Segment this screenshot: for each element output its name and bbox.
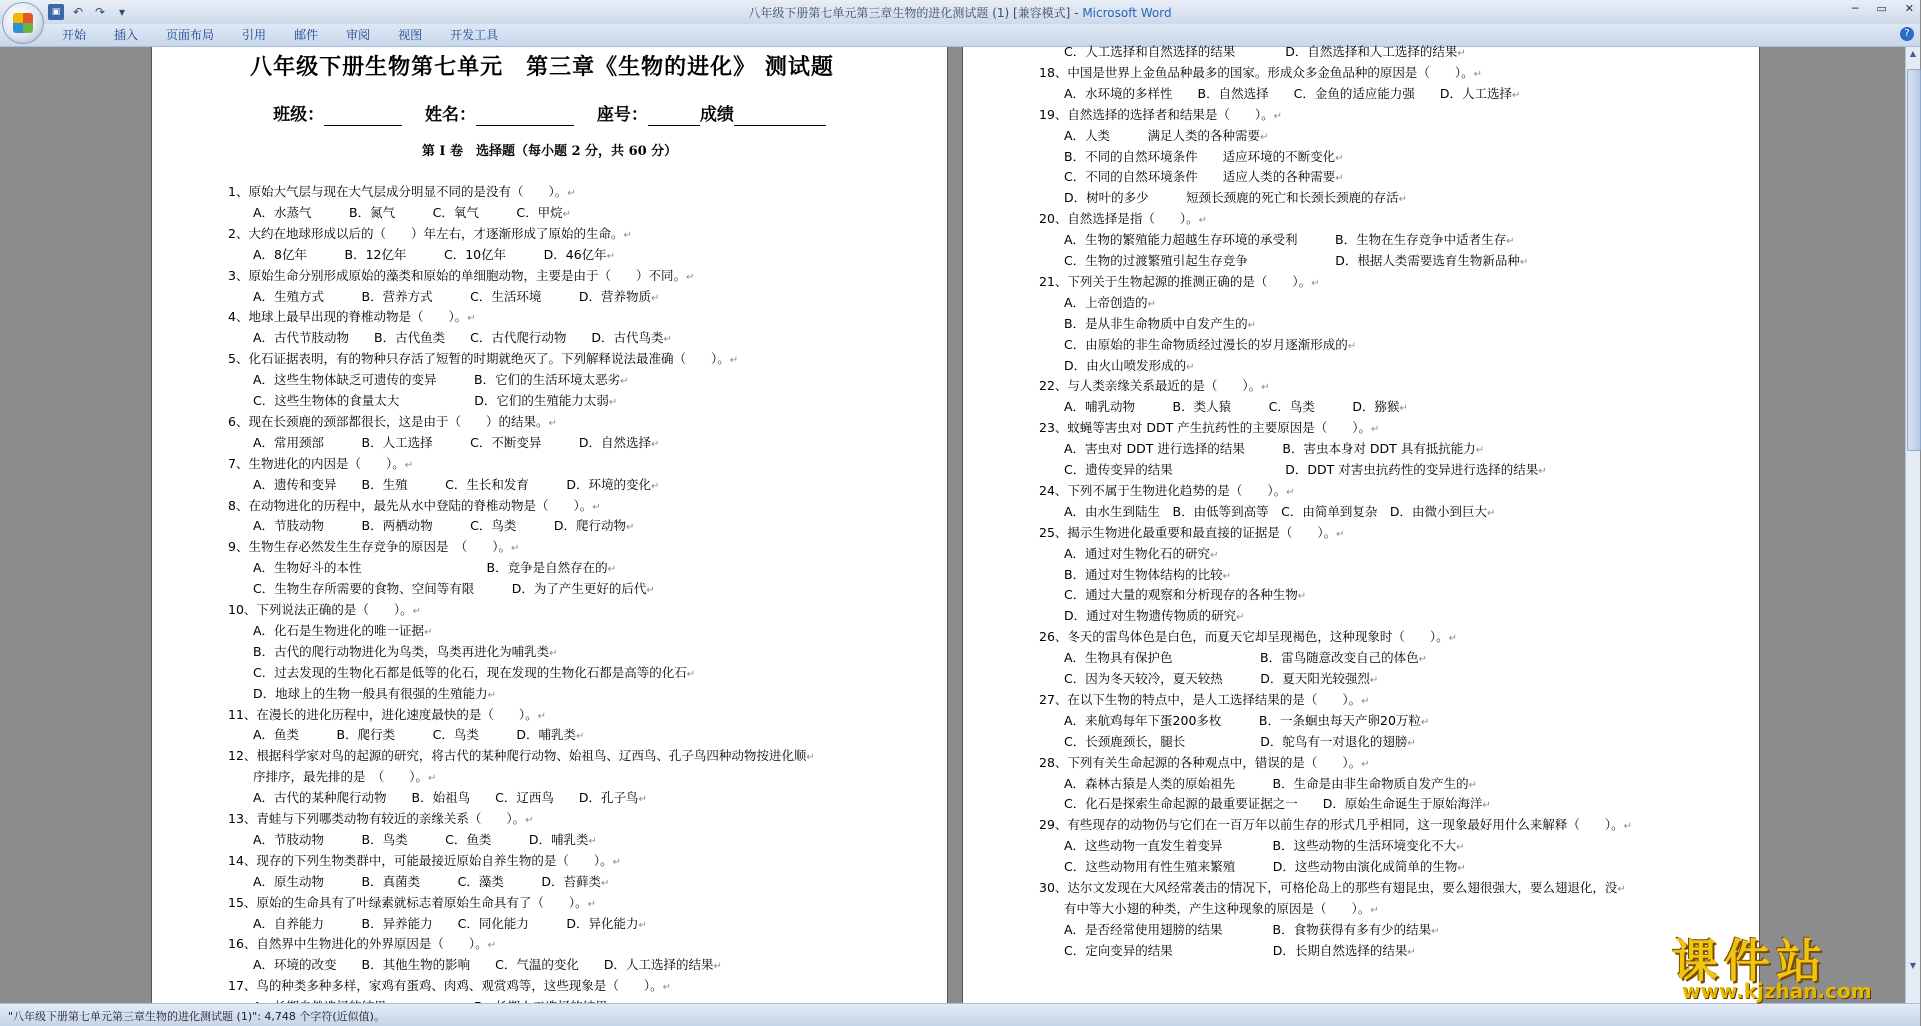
line-text: A．来航鸡每年下蛋200多枚 B．一条蛔虫每天产卵20万粒 bbox=[1064, 712, 1421, 728]
paragraph-mark-icon: ↵ bbox=[592, 501, 601, 513]
line-text: A．生物的繁殖能力超越生存环境的承受利 B．生物在生存竞争中适者生存 bbox=[1064, 232, 1507, 248]
paragraph-mark-icon: ↵ bbox=[510, 543, 520, 555]
line-text: A．8亿年 B．12亿年 C．10亿年 D．46亿年 bbox=[253, 246, 607, 262]
line-text: A．古代的某种爬行动物 B．始祖鸟 C．辽西鸟 D．孔子鸟 bbox=[253, 790, 639, 806]
scroll-down-icon[interactable]: ▼ bbox=[1909, 961, 1917, 970]
option-line bbox=[253, 558, 616, 581]
option-line bbox=[253, 914, 647, 937]
minimize-button[interactable]: ─ bbox=[1851, 2, 1859, 15]
question-line bbox=[1039, 209, 1207, 232]
chevron-down-icon[interactable]: ▾ bbox=[118, 5, 126, 19]
paragraph-mark-icon: ↵ bbox=[620, 376, 629, 388]
paragraph-mark-icon: ↵ bbox=[607, 564, 617, 576]
paragraph-mark-icon: ↵ bbox=[1261, 382, 1270, 394]
document-page-left[interactable] bbox=[152, 47, 947, 1003]
option-line bbox=[1064, 732, 1416, 755]
option-line bbox=[1064, 794, 1491, 817]
paragraph-mark-icon: ↵ bbox=[623, 229, 632, 241]
name-blank[interactable] bbox=[476, 109, 574, 126]
page-title: 八年级下册生物第七单元 第三章《生物的进化》 测试题 bbox=[250, 54, 834, 80]
option-line bbox=[253, 830, 597, 853]
option-line bbox=[1064, 84, 1520, 107]
paragraph-mark-icon: ↵ bbox=[1431, 925, 1440, 937]
class-label: 班级： bbox=[273, 105, 325, 125]
line-text: A．上帝创造的 bbox=[1064, 294, 1148, 310]
question-line bbox=[228, 349, 738, 372]
paragraph-mark-icon: ↵ bbox=[1623, 821, 1633, 833]
paragraph-mark-icon: ↵ bbox=[1335, 152, 1344, 164]
question-line bbox=[228, 266, 694, 289]
line-text: 24、下列不属于生物进化趋势的是（ ）。 bbox=[1039, 482, 1287, 498]
paragraph-mark-icon: ↵ bbox=[1236, 612, 1245, 624]
line-text: 15、原始的生命具有了叶绿素就标志着原始生命具有了（ ）。 bbox=[228, 894, 588, 910]
option-line bbox=[1064, 314, 1256, 337]
office-logo-icon bbox=[13, 13, 33, 33]
paragraph-mark-icon: ↵ bbox=[487, 940, 497, 952]
question-line bbox=[1039, 753, 1370, 776]
line-text: 22、与人类亲缘关系最近的是（ ）。 bbox=[1039, 378, 1262, 394]
paragraph-mark-icon: ↵ bbox=[685, 271, 695, 283]
option-line bbox=[1064, 167, 1344, 190]
paragraph-mark-icon: ↵ bbox=[1361, 758, 1370, 770]
seat-blank[interactable] bbox=[648, 109, 700, 126]
paragraph-mark-icon: ↵ bbox=[424, 626, 433, 638]
tab-page-layout[interactable]: 页面布局 bbox=[166, 28, 215, 42]
line-text: 20、自然选择是指（ ）。 bbox=[1039, 211, 1199, 227]
watermark-logo bbox=[1664, 925, 1914, 1005]
line-text: A．是否经常使用翅膀的结果 B．食物获得有多有少的结果 bbox=[1064, 921, 1432, 937]
paragraph-mark-icon: ↵ bbox=[1260, 131, 1269, 143]
paragraph-mark-icon: ↵ bbox=[600, 877, 610, 889]
option-line bbox=[1064, 230, 1515, 253]
line-text: B．不同的自然环境条件 适应环境的不断变化 bbox=[1064, 148, 1336, 164]
line-text: A．由水生到陆生 B．由低等到高等 C．由简单到复杂 D．由微小到巨大 bbox=[1064, 503, 1487, 519]
line-text: A．人类 满足人类的各种需要 bbox=[1064, 127, 1261, 143]
ribbon-tabs bbox=[48, 28, 512, 44]
option-line bbox=[1064, 565, 1231, 588]
window-controls bbox=[1852, 2, 1914, 15]
paragraph-mark-icon: ↵ bbox=[608, 397, 618, 408]
paragraph-mark-icon: ↵ bbox=[575, 731, 585, 743]
option-line bbox=[253, 767, 436, 790]
line-text: 17、鸟的种类多种多样，家鸡有蛋鸡、肉鸡、观赏鸡等，这些现象是（ ）。 bbox=[228, 978, 663, 994]
paragraph-mark-icon: ↵ bbox=[1511, 89, 1521, 101]
line-text: A．节肢动物 B．鸟类 C．鱼类 D．哺乳类 bbox=[253, 831, 589, 847]
scroll-thumb[interactable] bbox=[1907, 69, 1921, 451]
option-line bbox=[1064, 439, 1484, 462]
line-text: B．通过对生物体结构的比较 bbox=[1064, 566, 1223, 582]
line-text: A．化石是生物进化的唯一证据 bbox=[253, 622, 425, 638]
window-title bbox=[0, 4, 1920, 21]
line-text: D．树叶的多少 短颈长颈鹿的死亡和长颈长颈鹿的存活 bbox=[1064, 190, 1399, 206]
question-line bbox=[228, 976, 671, 999]
option-line bbox=[253, 475, 659, 498]
paragraph-mark-icon: ↵ bbox=[1369, 675, 1379, 686]
question-line bbox=[228, 537, 519, 560]
paragraph-mark-icon: ↵ bbox=[713, 961, 722, 973]
line-text: 6、现在长颈鹿的颈部都很长，这是由于（ ）的结果。 bbox=[228, 413, 549, 429]
help-icon[interactable]: ? bbox=[1900, 27, 1914, 41]
option-line bbox=[1064, 188, 1407, 211]
line-text: 13、青蛙与下列哪类动物有较近的亲缘关系（ ）。 bbox=[228, 811, 526, 826]
line-text: A．遗传和变异 B．生殖 C．生长和发育 D．环境的变化 bbox=[253, 476, 651, 492]
line-text: 3、原始生命分别形成原始的藻类和原始的单细胞动物，主要是由于（ ）不同。 bbox=[228, 267, 686, 283]
name-label: 姓名： bbox=[425, 105, 476, 125]
paragraph-mark-icon: ↵ bbox=[606, 250, 616, 262]
document-page-right[interactable] bbox=[963, 44, 1759, 1003]
question-line bbox=[228, 893, 596, 916]
paragraph-mark-icon: ↵ bbox=[487, 689, 497, 701]
paragraph-mark-icon: ↵ bbox=[1418, 654, 1428, 666]
paragraph-mark-icon: ↵ bbox=[412, 606, 422, 617]
line-text: A．生物好斗的本性 B．竞争是自然存在的 bbox=[253, 560, 608, 576]
line-text: B．是从非生命物质中自发产生的 bbox=[1064, 315, 1248, 331]
paragraph-mark-icon: ↵ bbox=[1617, 884, 1626, 895]
line-text: 12、根据科学家对鸟的起源的研究，将古代的某种爬行动物、始祖鸟、辽西鸟、孔子鸟四种动物按进化顺 bbox=[228, 748, 807, 764]
option-line bbox=[1064, 251, 1528, 274]
question-line bbox=[228, 600, 421, 623]
line-text: B．古代的爬行动物进化为鸟类，鸟类再进化为哺乳类 bbox=[253, 643, 550, 659]
document-name: 八年级下册第七单元第三章生物的进化测试题 (1) [兼容模式] - bbox=[748, 6, 1083, 20]
paragraph-mark-icon: ↵ bbox=[1222, 570, 1231, 582]
paragraph-mark-icon: ↵ bbox=[1457, 863, 1466, 875]
paragraph-mark-icon: ↵ bbox=[1407, 737, 1416, 749]
paragraph-mark-icon: ↵ bbox=[1361, 695, 1370, 707]
line-text: C．定向变异的结果 D．长期自然选择的结果 bbox=[1064, 942, 1408, 958]
question-line bbox=[228, 182, 576, 205]
option-line bbox=[1064, 126, 1268, 149]
line-text: 29、有些现存的动物仍与它们在一百万年以前生存的形式几乎相同，这一现象最好用什么来解释（ ）。 bbox=[1039, 817, 1624, 833]
line-text: 4、地球上最早出现的脊椎动物是（ ）。 bbox=[228, 309, 468, 325]
line-text: 2、大约在地球形成以后的（ ）年左右，才逐渐形成了原始的生命。 bbox=[228, 225, 624, 241]
paragraph-mark-icon: ↵ bbox=[537, 710, 547, 722]
question-line bbox=[228, 454, 413, 477]
line-text: C．遗传变异的结果 D．DDT 对害虫抗药性的变异进行选择的结果 bbox=[1064, 462, 1539, 477]
paragraph-mark-icon: ↵ bbox=[1482, 800, 1491, 812]
question-line bbox=[1039, 63, 1482, 86]
seat-label: 座号： bbox=[596, 105, 648, 125]
option-line bbox=[253, 872, 609, 895]
paragraph-mark-icon: ↵ bbox=[650, 292, 660, 304]
paragraph-mark-icon: ↵ bbox=[638, 794, 647, 806]
line-text: 27、在以下生物的特点中，是人工选择结果的是（ ）。 bbox=[1039, 691, 1362, 707]
option-line bbox=[253, 642, 557, 665]
tab-review[interactable]: 审阅 bbox=[346, 28, 371, 42]
paragraph-mark-icon: ↵ bbox=[428, 773, 437, 785]
paragraph-mark-icon: ↵ bbox=[686, 668, 696, 680]
question-line bbox=[1039, 272, 1320, 295]
app-name: Microsoft Word bbox=[1082, 6, 1172, 20]
tab-view[interactable]: 视图 bbox=[398, 28, 423, 42]
line-text: A．通过对生物化石的研究 bbox=[1064, 545, 1211, 561]
watermark-url: www.kjzhan.com bbox=[1682, 979, 1872, 1003]
paragraph-mark-icon: ↵ bbox=[650, 480, 660, 492]
paragraph-mark-icon: ↵ bbox=[1198, 215, 1208, 227]
section-heading: 第 I 卷 选择题（每小题 2 分，共 60 分） bbox=[421, 144, 678, 159]
line-text: C．由原始的非生命物质经过漫长的岁月逐渐形成的 bbox=[1064, 336, 1348, 352]
option-line bbox=[1064, 606, 1245, 629]
option-line bbox=[253, 663, 695, 686]
line-text: 21、下列关于生物起源的推测正确的是（ ）。 bbox=[1039, 273, 1312, 289]
option-line bbox=[253, 725, 584, 748]
line-text: A．自养能力 B．异养能力 C．同化能力 D．异化能力 bbox=[253, 915, 639, 931]
line-text: A．害虫对 DDT 进行选择的结果 B．害虫本身对 DDT 具有抵抗能力 bbox=[1064, 441, 1476, 457]
save-icon[interactable]: ▣ bbox=[48, 4, 64, 20]
option-line bbox=[1064, 941, 1416, 964]
line-text: 16、自然界中生物进化的外界原因是（ ）。 bbox=[228, 936, 488, 952]
paragraph-mark-icon: ↵ bbox=[1273, 110, 1283, 122]
line-text: 7、生物进化的内因是（ ）。 bbox=[228, 455, 405, 471]
paragraph-mark-icon: ↵ bbox=[1519, 257, 1529, 268]
paragraph-mark-icon: ↵ bbox=[1371, 424, 1380, 436]
paragraph-mark-icon: ↵ bbox=[1370, 904, 1379, 916]
paragraph-mark-icon: ↵ bbox=[1473, 68, 1483, 80]
paragraph-mark-icon: ↵ bbox=[1468, 779, 1478, 791]
tab-home[interactable]: 开始 bbox=[62, 28, 87, 42]
paragraph-mark-icon: ↵ bbox=[587, 898, 597, 910]
title-bar bbox=[0, 0, 1920, 25]
question-line bbox=[228, 705, 546, 728]
paragraph-mark-icon: ↵ bbox=[1407, 946, 1416, 958]
paragraph-mark-icon: ↵ bbox=[729, 355, 739, 367]
document-workspace bbox=[0, 44, 1906, 1003]
paragraph-mark-icon: ↵ bbox=[1336, 528, 1345, 540]
question-line bbox=[1039, 418, 1379, 441]
paragraph-mark-icon: ↵ bbox=[1186, 361, 1195, 373]
line-text: C．长颈鹿颈长，腿长 D．鸵鸟有一对退化的翅膀 bbox=[1064, 733, 1408, 749]
line-text: C．人工选择和自然选择的结果 D．自然选择和人工选择的结果 bbox=[1064, 44, 1458, 59]
paragraph-mark-icon: ↵ bbox=[1297, 591, 1307, 603]
line-text: A．原生动物 B．真菌类 C．藻类 D．苔藓类 bbox=[253, 873, 601, 889]
line-text: 9、生物生存必然发生生存竞争的原因是 （ ）。 bbox=[228, 539, 511, 555]
paragraph-mark-icon: ↵ bbox=[1347, 340, 1357, 352]
paragraph-mark-icon: ↵ bbox=[1398, 194, 1408, 206]
paragraph-mark-icon: ↵ bbox=[1147, 298, 1156, 310]
paragraph-mark-icon: ↵ bbox=[588, 835, 597, 847]
ribbon-tab-row bbox=[0, 24, 1920, 47]
line-text: 序排序，最先排的是 （ ）。 bbox=[253, 769, 429, 785]
paragraph-mark-icon: ↵ bbox=[1286, 486, 1295, 498]
paragraph-mark-icon: ↵ bbox=[1399, 403, 1408, 415]
paragraph-mark-icon: ↵ bbox=[467, 313, 476, 325]
paragraph-mark-icon: ↵ bbox=[1538, 466, 1547, 477]
option-line bbox=[1064, 397, 1408, 420]
line-text: C．生物的过渡繁殖引起生存竞争 D．根据人类需要选育生物新品种 bbox=[1064, 253, 1520, 268]
question-line bbox=[228, 496, 601, 519]
question-line bbox=[1039, 815, 1632, 838]
line-text: A．生物具有保护色 B．雷鸟随意改变自己的体色 bbox=[1064, 650, 1419, 666]
line-text: D．地球上的生物一般具有很强的生殖能力 bbox=[253, 685, 488, 701]
paragraph-mark-icon: ↵ bbox=[650, 438, 660, 450]
paragraph-mark-icon: ↵ bbox=[567, 188, 576, 199]
line-text: C．因为冬天较冷，夏天较热 D．夏天阳光较强烈 bbox=[1064, 671, 1370, 686]
score-label: 成绩 bbox=[699, 105, 734, 125]
option-line bbox=[1064, 648, 1427, 671]
paragraph-mark-icon: ↵ bbox=[646, 585, 655, 597]
option-line bbox=[253, 788, 647, 811]
option-line bbox=[253, 328, 672, 351]
score-blank[interactable] bbox=[734, 109, 826, 126]
question-line bbox=[1039, 523, 1345, 546]
class-blank[interactable] bbox=[324, 109, 402, 126]
line-text: 5、化石证据表明，有的物种只存活了短暂的时期就绝灭了。下列解释说法最准确（ ）。 bbox=[228, 351, 730, 367]
question-line bbox=[228, 307, 476, 330]
paragraph-mark-icon: ↵ bbox=[1210, 549, 1219, 561]
option-line bbox=[1064, 711, 1429, 734]
line-text: A．环境的改变 B．其他生物的影响 C．气温的变化 D．人工选择的结果 bbox=[253, 957, 714, 973]
option-line bbox=[1064, 42, 1466, 65]
option-line bbox=[253, 621, 432, 644]
paragraph-mark-icon: ↵ bbox=[1448, 633, 1458, 645]
line-text: C．过去发现的生物化石都是低等的化石，现在发现的生物化石都是高等的化石 bbox=[253, 664, 687, 680]
option-line bbox=[1064, 585, 1306, 608]
paragraph-mark-icon: ↵ bbox=[548, 417, 557, 429]
question-line bbox=[1039, 105, 1282, 128]
undo-icon[interactable]: ↶ bbox=[72, 5, 84, 19]
line-text: 11、在漫长的进化历程中，进化速度最快的是（ ）。 bbox=[228, 706, 538, 722]
line-text: C．生物生存所需要的食物、空间等有限 D．为了产生更好的后代 bbox=[253, 581, 647, 597]
line-text: A．哺乳动物 B．类人猿 C．鸟类 D．猕猴 bbox=[1064, 399, 1400, 415]
question-line bbox=[228, 746, 815, 769]
question-line bbox=[228, 412, 557, 435]
option-line bbox=[1064, 857, 1466, 880]
option-line bbox=[1064, 293, 1156, 316]
option-line bbox=[253, 203, 571, 226]
line-text: A．这些生物体缺乏可遗传的变异 B．它们的生活环境太恶劣 bbox=[253, 372, 621, 388]
line-text: 10、下列说法正确的是（ ）。 bbox=[228, 602, 413, 617]
line-text: C．化石是探索生命起源的最重要证据之一 D．原始生命诞生于原始海洋 bbox=[1064, 796, 1483, 812]
line-text: 23、蚊蝇等害虫对 DDT 产生抗药性的主要原因是（ ）。 bbox=[1039, 420, 1371, 436]
tab-developer[interactable]: 开发工具 bbox=[450, 28, 499, 42]
paragraph-mark-icon: ↵ bbox=[612, 856, 622, 868]
paragraph-mark-icon: ↵ bbox=[806, 752, 815, 764]
option-line bbox=[1064, 544, 1218, 567]
paragraph-mark-icon: ↵ bbox=[1335, 173, 1344, 185]
line-text: A．这些动物一直发生着变异 B．这些动物的生活环境变化不大 bbox=[1064, 838, 1457, 854]
line-text: A．鱼类 B．爬行类 C．鸟类 D．哺乳类 bbox=[253, 727, 576, 743]
option-line bbox=[1064, 920, 1440, 943]
option-line bbox=[1064, 460, 1547, 483]
option-line bbox=[253, 684, 496, 707]
paragraph-mark-icon: ↵ bbox=[404, 459, 414, 471]
paragraph-mark-icon: ↵ bbox=[625, 522, 635, 534]
option-line bbox=[1064, 356, 1195, 379]
option-line bbox=[253, 391, 617, 414]
option-line bbox=[1064, 147, 1343, 170]
line-text: 28、下列有关生命起源的各种观点中，错误的是（ ）。 bbox=[1039, 754, 1362, 770]
question-line bbox=[1039, 878, 1626, 901]
option-line bbox=[253, 287, 659, 310]
line-text: 8、在动物进化的历程中，最先从水中登陆的脊椎动物是（ ）。 bbox=[228, 497, 593, 513]
question-line bbox=[1039, 690, 1370, 713]
question-line bbox=[1039, 376, 1270, 399]
question-line bbox=[1039, 481, 1295, 504]
line-text: A．生殖方式 B．营养方式 C．生活环境 D．营养物质 bbox=[253, 288, 651, 304]
option-line bbox=[253, 579, 655, 602]
line-text: C．这些生物体的食量太大 D．它们的生殖能力太弱 bbox=[253, 393, 609, 408]
line-text: 1、原始大气层与现在大气层成分明显不同的是没有（ ）。 bbox=[228, 184, 568, 199]
line-text: C．通过大量的观察和分析现存的各种生物 bbox=[1064, 587, 1298, 603]
tab-references[interactable]: 引用 bbox=[242, 28, 267, 42]
line-text: 26、冬天的雷鸟体色是白色，而夏天它却呈现褐色，这种现象时（ ）。 bbox=[1039, 629, 1449, 645]
redo-icon[interactable]: ↷ bbox=[94, 5, 106, 19]
line-text: D．通过对生物遗传物质的研究 bbox=[1064, 608, 1237, 624]
paragraph-mark-icon: ↵ bbox=[1457, 48, 1466, 59]
close-button[interactable]: ✕ bbox=[1904, 2, 1914, 15]
line-text: A．水蒸气 B．氮气 C．氧气 C．甲烷 bbox=[253, 204, 563, 220]
option-line bbox=[253, 955, 722, 978]
line-text: A．古代节肢动物 B．古代鱼类 C．古代爬行动物 D．古代鸟类 bbox=[253, 330, 664, 346]
question-line bbox=[228, 224, 632, 247]
question-line bbox=[228, 934, 496, 957]
line-text: A．水环境的多样性 B．自然选择 C．金鱼的适应能力强 D．人工选择 bbox=[1064, 85, 1512, 101]
vertical-scrollbar[interactable] bbox=[1905, 47, 1920, 1003]
line-text: C．不同的自然环境条件 适应人类的各种需要 bbox=[1064, 169, 1336, 185]
line-text: 有中等大小翅的种类，产生这种现象的原因是（ ）。 bbox=[1064, 900, 1371, 916]
option-line bbox=[253, 516, 634, 539]
paragraph-mark-icon: ↵ bbox=[1311, 277, 1320, 289]
office-button[interactable] bbox=[2, 2, 44, 44]
line-text: 25、揭示生物进化最重要和最直接的证据是（ ）。 bbox=[1039, 524, 1337, 540]
option-line bbox=[253, 245, 615, 268]
option-line bbox=[1064, 669, 1378, 692]
maximize-button[interactable]: ▭ bbox=[1876, 2, 1887, 15]
paragraph-mark-icon: ↵ bbox=[1486, 507, 1496, 519]
line-text: A．节肢动物 B．两栖动物 C．鸟类 D．爬行动物 bbox=[253, 518, 626, 534]
paragraph-mark-icon: ↵ bbox=[662, 982, 672, 994]
paragraph-mark-icon: ↵ bbox=[638, 919, 647, 931]
option-line bbox=[1064, 899, 1379, 922]
scroll-up-icon[interactable]: ▲ bbox=[1909, 49, 1917, 58]
paragraph-mark-icon: ↵ bbox=[1420, 716, 1430, 728]
option-line bbox=[1064, 836, 1465, 859]
option-line bbox=[253, 433, 659, 456]
option-line bbox=[1064, 774, 1477, 797]
line-text: C．这些动物用有性生殖来繁殖 D．这些动物由演化成简单的生物 bbox=[1064, 859, 1458, 875]
question-line bbox=[228, 851, 621, 874]
question-line bbox=[1039, 627, 1457, 650]
tab-insert[interactable]: 插入 bbox=[114, 28, 139, 42]
paragraph-mark-icon: ↵ bbox=[562, 208, 571, 220]
paragraph-mark-icon: ↵ bbox=[1475, 445, 1485, 457]
option-line bbox=[253, 370, 629, 393]
line-text: 14、现存的下列生物类群中，可能最接近原始自养生物的是（ ）。 bbox=[228, 852, 613, 868]
status-text: "八年级下册第七单元第三章生物的进化测试题 (1)": 4,748 个字符(近似值)。 bbox=[8, 1010, 385, 1023]
tab-mailings[interactable]: 邮件 bbox=[294, 28, 319, 42]
line-text: 19、自然选择的选择者和结果是（ ）。 bbox=[1039, 106, 1274, 122]
line-text: 30、达尔文发现在大风经常袭击的情况下，可格伦岛上的那些有翅昆虫，要么翅很强大，要么翅退化，没 bbox=[1039, 880, 1618, 895]
option-line bbox=[1064, 502, 1495, 525]
line-text: D．由火山喷发形成的 bbox=[1064, 357, 1187, 373]
student-info-line bbox=[152, 105, 947, 126]
status-bar bbox=[0, 1003, 1920, 1026]
question-line bbox=[228, 809, 534, 832]
line-text: A．森林古猿是人类的原始祖先 B．生命是由非生命物质自发产生的 bbox=[1064, 775, 1469, 791]
paragraph-mark-icon: ↵ bbox=[525, 815, 534, 826]
line-text: 18、中国是世界上金鱼品种最多的国家。形成众多金鱼品种的原因是（ ）。 bbox=[1039, 64, 1474, 80]
paragraph-mark-icon: ↵ bbox=[1456, 842, 1465, 854]
watermark-text: 课件站 bbox=[1672, 934, 1828, 988]
paragraph-mark-icon: ↵ bbox=[663, 334, 672, 346]
line-text: A．常用颈部 B．人工选择 C．不断变异 D．自然选择 bbox=[253, 434, 651, 450]
paragraph-mark-icon: ↵ bbox=[1506, 236, 1515, 248]
paragraph-mark-icon: ↵ bbox=[1247, 319, 1256, 331]
option-line bbox=[1064, 335, 1356, 358]
paragraph-mark-icon: ↵ bbox=[549, 647, 558, 659]
